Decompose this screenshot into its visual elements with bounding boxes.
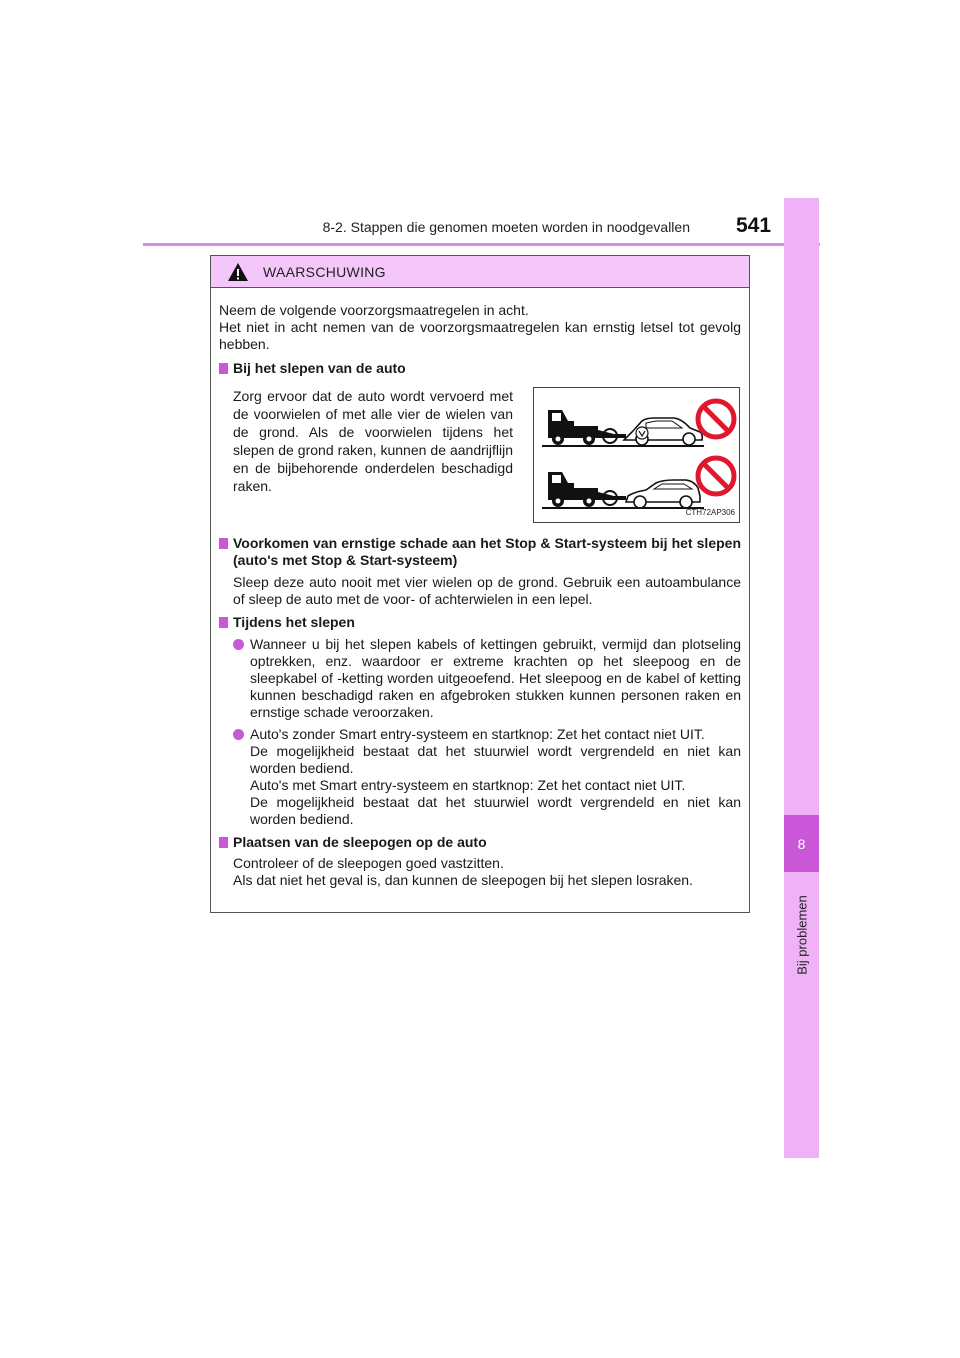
section-heading: Bij het slepen van de auto — [219, 360, 741, 377]
square-bullet-icon — [219, 837, 228, 848]
towing-illustration — [533, 387, 740, 523]
prohibition-icon — [698, 401, 734, 437]
square-bullet-icon — [219, 363, 228, 374]
intro-line: Neem de volgende voorzorgsmaatregelen in acht. — [219, 302, 529, 318]
header-divider — [143, 243, 820, 246]
section-paragraph: Controleer of de sleepogen goed vastzitten. Als dat niet het geval is, dan kunnen de sleepogen bij het slepen losraken. — [233, 855, 693, 888]
round-bullet-icon — [233, 729, 244, 740]
list-item: Wanneer u bij het slepen kabels of kettingen gebruikt, vermijd dan plotseling optrekken, enz. waardoor er extreme krachten op het sleepoog en de sleepkabel of -ketting worden uitgeoefend. Het sleepoog en de kabel of ketting kunnen beschadigd raken en afgebroken stukken kunnen personen raken en ernstige schade veroorzaken. — [219, 636, 741, 721]
prohibition-icon — [698, 458, 734, 494]
square-bullet-icon — [219, 617, 228, 628]
section-body — [219, 383, 741, 533]
list-item: Auto's zonder Smart entry-systeem en startknop: Zet het contact niet UIT. De mogelijkheid bestaat dat het stuurwiel wordt vergrendeld en niet kan worden bediend. Auto's met Smart entry-systeem en startknop: Zet het contact niet UIT. De mogelijkheid bestaat dat het stuurwiel wordt vergrendeld en niet kan worden bediend. — [219, 726, 741, 828]
section-heading: Plaatsen van de sleepogen op de auto — [219, 834, 741, 851]
chapter-tab-label: Bij problemen — [794, 895, 810, 975]
warning-box — [210, 255, 750, 913]
intro-line: Het niet in acht nemen van de voorzorgsmaatregelen kan ernstig letsel tot gevolg hebben. — [219, 319, 741, 352]
running-header: 8-2. Stappen die genomen moeten worden in noodgevallen — [322, 219, 690, 235]
square-bullet-icon — [219, 538, 228, 549]
warning-content — [211, 288, 749, 889]
chapter-number-tab: 8 — [784, 815, 819, 872]
section-heading: Tijdens het slepen — [219, 614, 741, 631]
warning-header — [211, 256, 749, 288]
section-heading: Voorkomen van ernstige schade aan het Stop & Start-systeem bij het slepen (auto's met Stop & Start-systeem) — [219, 535, 741, 569]
tow-truck-car-behind-icon — [542, 472, 704, 508]
section-paragraph: Sleep deze auto nooit met vier wielen op de grond. Gebruik een autoambulance of sleep de auto met de voor- of achterwielen in een lepel. — [233, 574, 741, 607]
page-number: 541 — [736, 214, 772, 237]
warning-triangle-icon — [227, 262, 249, 282]
warning-title: WAARSCHUWING — [263, 263, 386, 280]
section-paragraph: Zorg ervoor dat de auto wordt vervoerd met de voorwielen of met alle vier de wielen van de grond. Als de voorwielen tijdens het slepen de grond raken, kunnen de aandrijflijn en de bijbehorende onderdelen beschadigd raken. — [233, 388, 513, 494]
tow-truck-wheel-lift-icon — [542, 410, 704, 446]
figure-code: CTH72AP306 — [685, 508, 735, 517]
chapter-tab-strip — [784, 198, 819, 1158]
round-bullet-icon — [233, 639, 244, 650]
